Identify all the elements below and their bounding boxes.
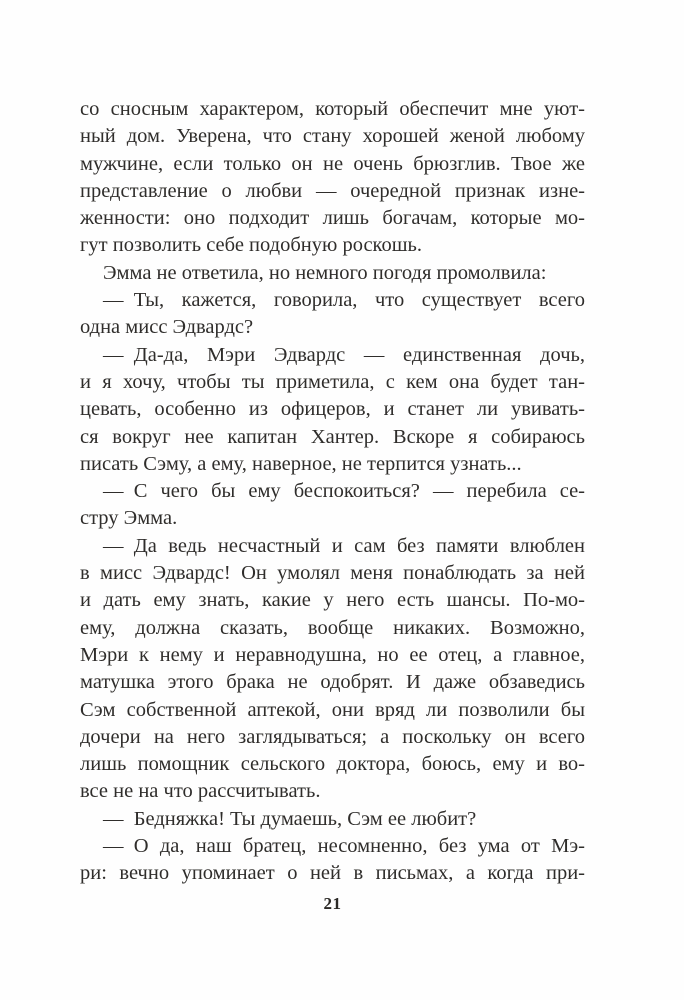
text-line: женности: оно подходит лишь богачам, которые мо- — [80, 207, 585, 230]
text-line: — Да-да, Мэри Эдвардс — единственная дочь, — [103, 343, 585, 366]
page-text-column — [80, 96, 585, 888]
text-line: дочери на него заглядываться; а поскольку он всего — [80, 725, 585, 748]
paragraph — [80, 833, 585, 888]
text-line: писать Сэму, а ему, наверное, не терпится узнать... — [80, 452, 522, 475]
text-line: ный дом. Уверена, что стану хорошей женой любому — [80, 125, 585, 148]
text-line: лишь помощник сельского доктора, боюсь, ему и во- — [80, 753, 585, 776]
text-line: мужчине, если только он не очень брюзглив. Твое же — [80, 152, 585, 175]
text-line: ему, должна сказать, вообще никаких. Возможно, — [80, 616, 585, 639]
paragraph — [80, 806, 585, 833]
text-line: — Да ведь несчастный и сам без памяти влюблен — [103, 534, 585, 557]
text-line: в мисс Эдвардс! Он умолял меня понаблюдать за ней — [80, 562, 585, 585]
paragraph — [80, 533, 585, 806]
text-line: и дать ему знать, какие у него есть шансы. По-мо- — [80, 589, 585, 612]
page-number: 21 — [323, 894, 342, 913]
text-line: представление о любви — очередной признак изне- — [80, 179, 585, 202]
paragraph — [80, 342, 585, 478]
text-line: — С чего бы ему беспокоиться? — перебила се- — [103, 480, 585, 503]
text-line: — Бедняжка! Ты думаешь, Сэм ее любит? — [103, 807, 477, 830]
paragraph — [80, 96, 585, 260]
text-line: все не на что рассчитывать. — [80, 780, 321, 803]
text-line: — О да, наш братец, несомненно, без ума от Мэ- — [103, 835, 585, 858]
text-line: со сносным характером, который обеспечит мне уют- — [80, 98, 585, 120]
text-line: стру Эмма. — [80, 507, 178, 530]
text-line: цевать, особенно из офицеров, и станет ли увивать- — [80, 398, 585, 421]
text-line: гут позволить себе подобную роскошь. — [80, 234, 422, 257]
text-line: Эмма не ответила, но немного погодя промолвила: — [103, 261, 547, 284]
text-line: Мэри к нему и неравнодушна, но ее отец, а главное, — [80, 643, 585, 666]
paragraph — [80, 478, 585, 533]
paragraph — [80, 287, 585, 342]
text-line: одна мисс Эдвардс? — [80, 316, 254, 339]
text-line: матушка этого брака не одобрят. И даже обзаведись — [80, 671, 585, 694]
text-line: и я хочу, чтобы ты приметила, с кем она будет тан- — [80, 370, 585, 393]
text-line: Сэм собственной аптекой, они вряд ли позволили бы — [80, 698, 585, 721]
text-line: ся вокруг нее капитан Хантер. Вскоре я собираюсь — [80, 425, 585, 448]
text-line: ри: вечно упоминает о ней в письмах, а когда при- — [80, 862, 585, 885]
paragraph — [80, 260, 585, 287]
text-line: — Ты, кажется, говорила, что существует всего — [103, 289, 585, 312]
